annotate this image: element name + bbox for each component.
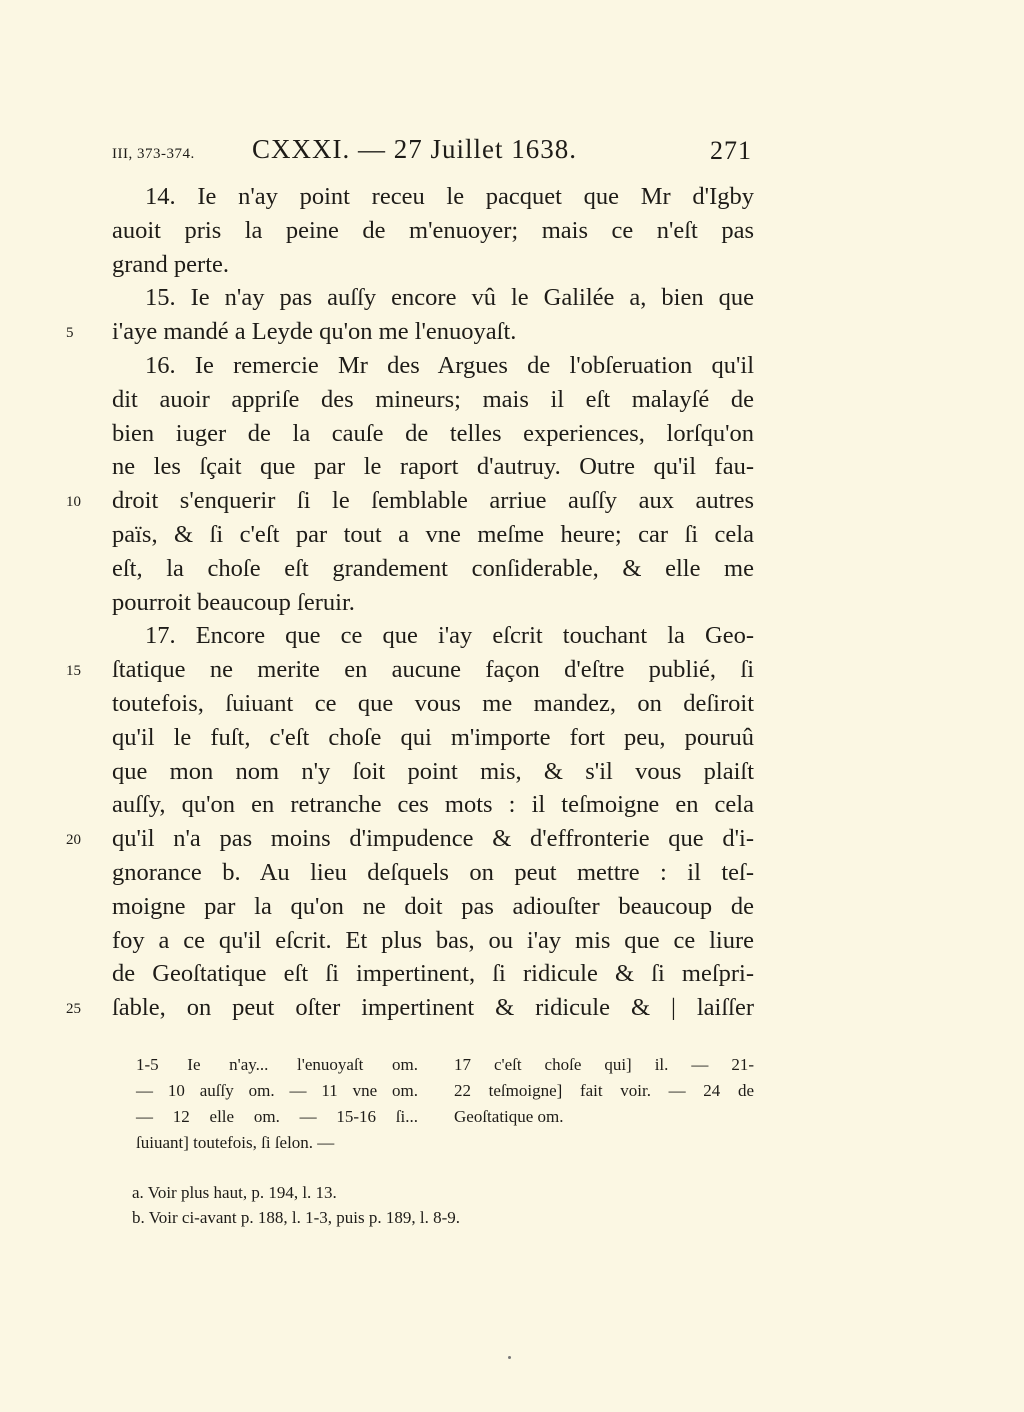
volume-reference: III, 373-374. — [112, 146, 195, 162]
variant-note-line: — 12 elle om. — 15-16 ſi... — [136, 1107, 418, 1126]
line-text: 14. Ie n'ay point receu le pacquet que Mr d'Igby — [145, 183, 754, 210]
text-line — [112, 788, 754, 822]
line-text: ſtatique ne merite en aucune façon d'eſtre publié, ſi — [112, 656, 754, 684]
line-text: auſſy, qu'on en retranche ces mots : il teſmoigne en cela — [112, 791, 754, 819]
text-line — [112, 552, 754, 586]
text-line — [66, 653, 754, 687]
text-line — [66, 991, 754, 1025]
footnotes — [132, 1180, 752, 1230]
line-text: 15. Ie n'ay pas auſſy encore vû le Galilée a, bien que — [145, 284, 754, 312]
text-line — [112, 518, 754, 552]
text-line — [66, 822, 754, 856]
line-number: 25 — [66, 1001, 81, 1018]
line-number: 20 — [66, 832, 81, 849]
text-line — [112, 687, 754, 721]
variant-note-line: ſuiuant] toutefois, ſi ſelon. — — [136, 1133, 335, 1152]
line-text: moigne par la qu'on ne doit pas adiouſter beaucoup de — [112, 892, 754, 920]
page-mark — [508, 1356, 511, 1359]
line-text: toutefois, ſuiuant ce que vous me mandez, on deſiroit — [112, 689, 754, 717]
variant-note-line: 1-5 Ie n'ay... l'enuoyaſt om. — [136, 1055, 418, 1074]
line-number: 15 — [66, 663, 81, 680]
line-text: dit auoir appriſe des mineurs; mais il eſt malayſé de — [112, 385, 754, 413]
text-line — [112, 586, 754, 620]
letter-title: CXXXI. — 27 Juillet 1638. — [252, 134, 577, 164]
footnote: a. Voir plus haut, p. 194, l. 13. — [132, 1183, 337, 1202]
text-line — [112, 281, 754, 315]
line-text: eſt, la choſe eſt grandement conſiderable, & elle me — [112, 554, 754, 582]
line-text: 17. Encore que ce que i'ay eſcrit touchant la Geo- — [145, 622, 754, 650]
line-text: auoit pris la peine de m'enuoyer; mais ce n'eſt pas — [112, 216, 754, 244]
text-line — [112, 924, 754, 958]
text-line — [112, 721, 754, 755]
line-text: grand perte. — [112, 250, 229, 278]
line-text: 16. Ie remercie Mr des Argues de l'obſeruation qu'il — [145, 351, 754, 379]
text-line — [112, 755, 754, 789]
line-text: que mon nom n'y ſoit point mis, & s'il vous plaiſt — [112, 757, 754, 785]
variant-note-line: Geoſtatique om. — [454, 1107, 564, 1126]
line-text: bien iuger de la cauſe de telles experiences, lorſqu'on — [112, 419, 754, 447]
variant-note-line: — 10 auſſy om. — 11 vne om. — [136, 1081, 418, 1100]
text-line — [112, 383, 754, 417]
line-text: pourroit beaucoup ſeruir. — [112, 588, 355, 616]
line-text: i'aye mandé a Leyde qu'on me l'enuoyaſt. — [112, 318, 517, 346]
line-text: foy a ce qu'il eſcrit. Et plus bas, ou i'ay mis que ce liure — [112, 926, 754, 954]
line-text: gnorance b. Au lieu deſquels on peut mettre : il teſ- — [112, 858, 754, 886]
variant-note-line: 22 teſmoigne] fait voir. — 24 de — [454, 1081, 754, 1100]
text-line — [112, 248, 754, 282]
line-text: de Geoſtatique eſt ſi impertinent, ſi ridicule & ſi meſpri- — [112, 960, 754, 988]
text-line — [112, 349, 754, 383]
text-line — [112, 957, 754, 991]
text-line — [112, 450, 754, 484]
variant-note-line: 17 c'eſt choſe qui] il. — 21- — [454, 1055, 754, 1074]
page-number: 271 — [710, 136, 752, 165]
line-number: 5 — [66, 325, 74, 342]
letter-body — [66, 180, 754, 1025]
variant-notes-left-column — [136, 1052, 418, 1156]
text-line — [66, 315, 754, 349]
text-line — [112, 890, 754, 924]
text-line — [112, 856, 754, 890]
line-text: droit s'enquerir ſi le ſemblable arriue auſſy aux autres — [112, 487, 754, 515]
line-number: 10 — [66, 494, 81, 511]
line-text: qu'il n'a pas moins d'impudence & d'effronterie que d'i- — [112, 825, 754, 853]
text-line — [66, 484, 754, 518]
text-line — [112, 214, 754, 248]
footnote: b. Voir ci-avant p. 188, l. 1-3, puis p. 189, l. 8-9. — [132, 1208, 461, 1227]
variant-notes-right-column — [454, 1052, 754, 1130]
text-line — [112, 180, 754, 214]
text-line — [112, 417, 754, 451]
line-text: païs, & ſi c'eſt par tout a vne meſme heure; car ſi cela — [112, 520, 754, 548]
page-header — [112, 132, 752, 172]
line-text: ne les ſçait que par le raport d'autruy. Outre qu'il fau- — [112, 453, 754, 481]
line-text: ſable, on peut oſter impertinent & ridicule & | laiſſer — [112, 994, 754, 1022]
text-line — [112, 619, 754, 653]
line-text: qu'il le fuſt, c'eſt choſe qui m'importe fort peu, pouruû — [112, 723, 754, 751]
